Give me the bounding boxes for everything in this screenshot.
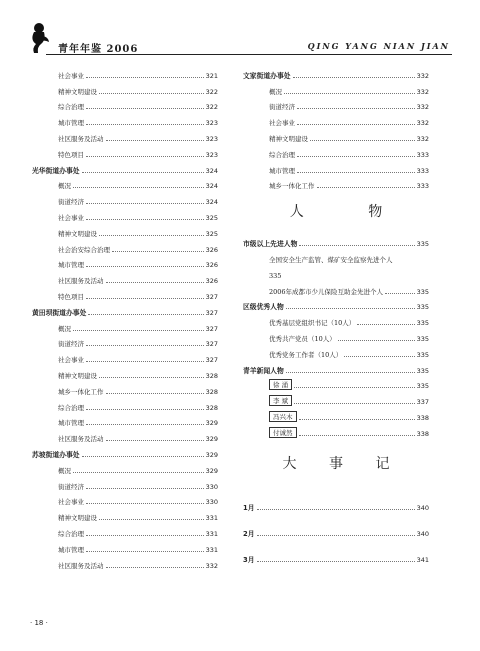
toc-section-entry: [243, 64, 429, 80]
toc-entry: [32, 427, 218, 443]
toc-entry: [32, 96, 218, 112]
toc-entry: [32, 554, 218, 570]
toc-page-number: 332: [205, 561, 218, 570]
dot-leader: [294, 387, 415, 388]
toc-entry-title: 城市管理: [58, 119, 84, 128]
toc-page-number: 324: [205, 182, 218, 191]
dot-leader: [297, 124, 415, 125]
toc-section-entry: [243, 232, 429, 248]
dot-leader: [286, 372, 415, 373]
toc-page-number: 331: [205, 545, 218, 554]
dot-leader: [310, 140, 415, 141]
toc-page-number: 326: [205, 245, 218, 254]
logo-figure-icon: [28, 22, 50, 54]
toc-section-entry: [32, 159, 218, 175]
toc-page-number: 337: [416, 398, 429, 407]
toc-entry: [32, 364, 218, 380]
toc-entry-title: 光华街道办事处: [32, 166, 80, 175]
dot-leader: [299, 435, 415, 436]
toc-entry-title: 精神文明建设: [269, 134, 308, 143]
toc-entry: [32, 459, 218, 475]
toc-entry: [32, 348, 218, 364]
toc-entry-title: 1月: [243, 503, 255, 512]
toc-entry-title: 概况: [269, 87, 282, 96]
toc-section-entry: [243, 296, 429, 312]
toc-section-entry: [32, 301, 218, 317]
toc-page-number: 340: [416, 503, 429, 512]
toc-page-number: 335: [416, 319, 429, 328]
toc-page-number: 326: [205, 277, 218, 286]
toc-entry-title: 街道经济: [58, 198, 84, 207]
toc-page-number: 340: [416, 529, 429, 538]
toc-entry-title: 社会事业: [58, 213, 84, 222]
page-number: · 18 ·: [30, 619, 48, 627]
toc-entry-title: 社区服务及活动: [58, 134, 104, 143]
toc-entry-title: 街道经济: [58, 340, 84, 349]
dot-leader: [99, 519, 204, 520]
toc-entry: [243, 327, 429, 343]
dot-leader: [86, 124, 204, 125]
dot-leader: [86, 551, 204, 552]
toc-section-entry: [243, 359, 429, 375]
toc-entry: [243, 406, 429, 422]
toc-page-number: 331: [205, 529, 218, 538]
toc-entry-title: 2006年成都市少儿保险互助金先进个人: [269, 287, 384, 296]
toc-entry: [32, 506, 218, 522]
toc-entry-title: 街道经济: [269, 103, 295, 112]
toc-entry: [32, 254, 218, 270]
dot-leader: [293, 77, 415, 78]
toc-entry-title: 社会治安综合治理: [58, 245, 110, 254]
toc-entry: [243, 311, 429, 327]
toc-entry-title: 城市管理: [58, 545, 84, 554]
toc-entry-title: 文家街道办事处: [243, 71, 291, 80]
toc-page-number: 335: [416, 334, 429, 343]
toc-entry: [243, 280, 429, 296]
toc-entry: [32, 190, 218, 206]
toc-page-number: 328: [205, 387, 218, 396]
toc-entry-title: 城乡一体化工作: [58, 387, 104, 396]
toc-entry-title: 城乡一体化工作: [269, 182, 315, 191]
toc-entry: [243, 80, 429, 96]
toc-entry: [243, 343, 429, 359]
dot-leader: [257, 509, 415, 510]
dot-leader: [299, 419, 415, 420]
toc-page-number: 324: [205, 166, 218, 175]
toc-entry-title: 精神文明建设: [58, 514, 97, 523]
dot-leader: [86, 219, 204, 220]
toc-entry: [32, 80, 218, 96]
toc-entry-title: 付诚然: [269, 427, 297, 438]
toc-page-number: 326: [205, 261, 218, 270]
toc-entry: [243, 175, 429, 191]
toc-entry-title: 徐 涌: [269, 379, 292, 390]
toc-page-number: 332: [416, 87, 429, 96]
toc-entry-title: 概况: [58, 466, 71, 475]
dot-leader: [317, 187, 415, 188]
toc-page-number: 341: [416, 555, 429, 564]
dot-leader: [297, 172, 415, 173]
toc-entry: [32, 317, 218, 333]
toc-entry: [32, 127, 218, 143]
toc-entry-title: 社会事业: [58, 71, 84, 80]
toc-section-entry: [243, 538, 429, 564]
toc-text-line: 335: [269, 271, 282, 280]
dot-leader: [294, 403, 415, 404]
toc-page-number: 327: [205, 308, 218, 317]
dot-leader: [86, 535, 204, 536]
toc-entry: [32, 396, 218, 412]
dot-leader: [86, 345, 204, 346]
section-title-events: 大 事 记: [282, 455, 404, 472]
toc-page-number: 332: [416, 71, 429, 80]
toc-entry-title: 2月: [243, 529, 255, 538]
toc-entry-title: 社会事业: [58, 498, 84, 507]
page-header: [0, 0, 480, 58]
toc-section-entry: [243, 512, 429, 538]
toc-page-number: 330: [205, 498, 218, 507]
toc-page-number: 328: [205, 371, 218, 380]
toc-right-top-list: [243, 64, 429, 190]
toc-entry-title: 李 斌: [269, 395, 292, 406]
toc-page-number: 332: [416, 103, 429, 112]
dot-leader: [297, 108, 415, 109]
toc-page-number: 327: [205, 292, 218, 301]
toc-page-number: 333: [416, 150, 429, 159]
toc-entry: [243, 375, 429, 391]
dot-leader: [338, 340, 415, 341]
dot-leader: [297, 156, 415, 157]
toc-page-number: 335: [416, 287, 429, 296]
toc-page-number: 335: [416, 366, 429, 375]
toc-entry: [32, 143, 218, 159]
toc-page-number: 332: [416, 134, 429, 143]
toc-page-number: 335: [416, 240, 429, 249]
dot-leader: [86, 108, 204, 109]
toc-entry-title: 冯兴木: [269, 411, 297, 422]
toc-page-number: 331: [205, 514, 218, 523]
dot-leader: [99, 235, 204, 236]
toc-entry: [243, 96, 429, 112]
toc-right-column: [243, 64, 429, 564]
toc-left-column: [32, 64, 218, 570]
dot-leader: [257, 561, 415, 562]
toc-page-number: 325: [205, 213, 218, 222]
toc-page-number: 330: [205, 482, 218, 491]
toc-entry-title: 城市管理: [269, 166, 295, 175]
toc-page-number: 335: [416, 303, 429, 312]
toc-entry: [243, 159, 429, 175]
toc-entry: [32, 222, 218, 238]
toc-page-number: 329: [205, 435, 218, 444]
toc-people-list: [243, 232, 429, 437]
dot-leader: [299, 245, 414, 246]
toc-entry: [243, 422, 429, 438]
dot-leader: [357, 324, 414, 325]
toc-page-number: 322: [205, 87, 218, 96]
toc-page-number: 333: [416, 182, 429, 191]
dot-leader: [106, 282, 204, 283]
toc-entry-title: 概况: [58, 324, 71, 333]
dot-leader: [86, 156, 204, 157]
header-rule: [46, 54, 452, 55]
toc-entry-title: 3月: [243, 555, 255, 564]
toc-entry: [32, 285, 218, 301]
toc-entry: [32, 538, 218, 554]
dot-leader: [73, 187, 204, 188]
toc-entry: [243, 143, 429, 159]
toc-entry: [243, 127, 429, 143]
toc-page-number: 338: [416, 429, 429, 438]
toc-entry: [32, 269, 218, 285]
dot-leader: [99, 93, 204, 94]
dot-leader: [385, 293, 415, 294]
toc-entry-title: 精神文明建设: [58, 229, 97, 238]
toc-entry: [243, 390, 429, 406]
toc-page-number: 327: [205, 356, 218, 365]
toc-entry: [243, 111, 429, 127]
toc-page-number: 323: [205, 134, 218, 143]
dot-leader: [112, 251, 204, 252]
toc-page-number: 325: [205, 229, 218, 238]
toc-entry-title: 青羊新闻人物: [243, 366, 284, 375]
dot-leader: [73, 472, 204, 473]
toc-entry-title: 精神文明建设: [58, 87, 97, 96]
toc-page-number: 323: [205, 150, 218, 159]
toc-entry-title: 社会事业: [269, 119, 295, 128]
toc-entry-title: 综合治理: [58, 403, 84, 412]
toc-page-number: 324: [205, 198, 218, 207]
toc-page-number: 322: [205, 103, 218, 112]
dot-leader: [284, 93, 415, 94]
section-title-people: 人 物: [289, 204, 413, 221]
toc-entry-title: 综合治理: [269, 150, 295, 159]
toc-entry-title: 综合治理: [58, 529, 84, 538]
toc-entry-title: 市级以上先进人物: [243, 240, 298, 249]
toc-entry-title: 优秀党务工作者（10人）: [269, 350, 343, 359]
toc-entry-title: 街道经济: [58, 482, 84, 491]
toc-entry: [32, 475, 218, 491]
toc-page-number: 328: [205, 403, 218, 412]
dot-leader: [86, 361, 204, 362]
dot-leader: [86, 77, 204, 78]
toc-entry-title: 精神文明建设: [58, 371, 97, 380]
dot-leader: [82, 172, 204, 173]
toc-entry-title: 社区服务及活动: [58, 277, 104, 286]
dot-leader: [99, 377, 204, 378]
toc-entry-title: 社区服务及活动: [58, 561, 104, 570]
toc-section-entry: [32, 443, 218, 459]
toc-entry-title: 城市管理: [58, 419, 84, 428]
dot-leader: [106, 440, 204, 441]
toc-page-number: 338: [416, 413, 429, 422]
toc-page-number: 323: [205, 119, 218, 128]
dot-leader: [88, 314, 203, 315]
toc-events-list: [243, 486, 429, 564]
toc-text-line: 全国安全生产监管、煤矿安全监察先进个人: [269, 255, 393, 264]
dot-leader: [86, 266, 204, 267]
toc-page-number: 327: [205, 340, 218, 349]
toc-page-number: 321: [205, 71, 218, 80]
dot-leader: [106, 140, 204, 141]
toc-page-number: 329: [205, 466, 218, 475]
toc-entry: [32, 522, 218, 538]
dot-leader: [106, 567, 204, 568]
toc-section-entry: [243, 486, 429, 512]
toc-page-number: 335: [416, 350, 429, 359]
toc-page-number: 332: [416, 119, 429, 128]
toc-entry-title: 苏坡街道办事处: [32, 450, 80, 459]
dot-leader: [344, 356, 414, 357]
toc-page-number: 335: [416, 382, 429, 391]
dot-leader: [86, 409, 204, 410]
toc-entry-title: 社区服务及活动: [58, 435, 104, 444]
toc-entry: [32, 491, 218, 507]
toc-entry: [32, 111, 218, 127]
toc-entry-title: 优秀基层党组织书记（10人）: [269, 319, 356, 328]
dot-leader: [86, 424, 204, 425]
toc-entry: [32, 64, 218, 80]
toc-entry-title: 城市管理: [58, 261, 84, 270]
dot-leader: [286, 308, 415, 309]
toc-entry: [32, 333, 218, 349]
toc-entry-title: 黄田坝街道办事处: [32, 308, 87, 317]
toc-entry-title: 特色项目: [58, 292, 84, 301]
toc-page-number: 327: [205, 324, 218, 333]
toc-entry-title: 特色项目: [58, 150, 84, 159]
toc-entry: [32, 412, 218, 428]
dot-leader: [86, 488, 204, 489]
toc-entry-title: 优秀共产党员（10人）: [269, 334, 336, 343]
dot-leader: [73, 330, 204, 331]
toc-entry: [32, 175, 218, 191]
toc-entry: [32, 206, 218, 222]
dot-leader: [86, 503, 204, 504]
dot-leader: [86, 203, 204, 204]
toc-entry-title: 概况: [58, 182, 71, 191]
toc-entry: [32, 238, 218, 254]
dot-leader: [257, 535, 415, 536]
yearbook-latin-title: QING YANG NIAN JIAN: [307, 41, 450, 51]
dot-leader: [82, 456, 204, 457]
toc-entry: [32, 380, 218, 396]
toc-entry-title: 社会事业: [58, 356, 84, 365]
toc-page-number: 333: [416, 166, 429, 175]
dot-leader: [86, 298, 204, 299]
dot-leader: [106, 393, 204, 394]
yearbook-title: 青年年鉴 2006: [58, 44, 139, 55]
toc-page-number: 329: [205, 450, 218, 459]
toc-entry-title: 综合治理: [58, 103, 84, 112]
toc-page-number: 329: [205, 419, 218, 428]
toc-entry-title: 区级优秀人物: [243, 303, 284, 312]
